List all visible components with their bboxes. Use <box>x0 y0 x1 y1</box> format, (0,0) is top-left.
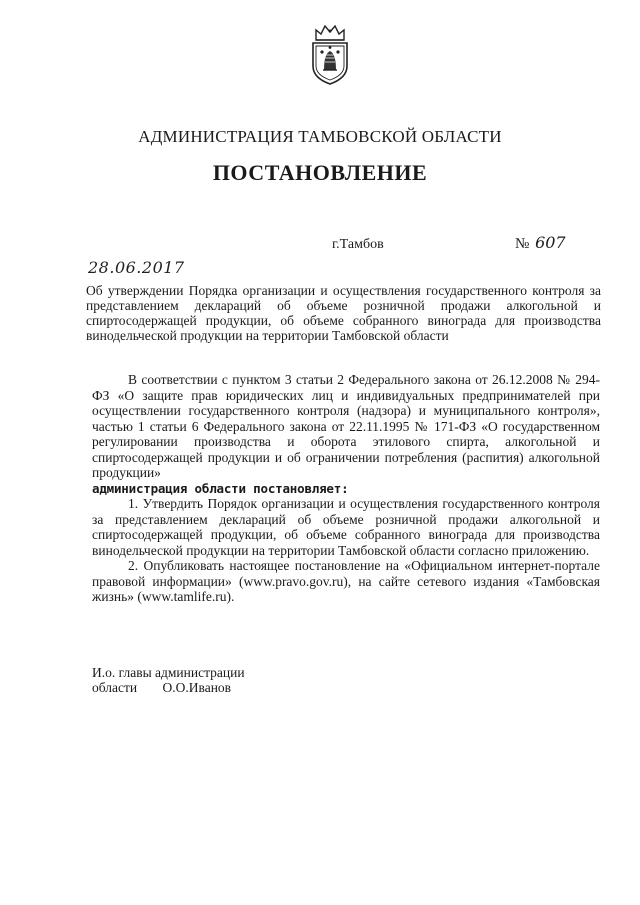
number-prefix: № <box>515 236 530 252</box>
decree-statement: администрация области постановляет: <box>92 480 349 496</box>
signatory-position-line2: области <box>92 680 138 695</box>
document-body <box>92 372 600 605</box>
number-handwritten: 607 <box>535 233 566 252</box>
item-2-paragraph: 2. Опубликовать настоящее постановление на «Официальном интернет-портале правовой информации» (www.pravo.gov.ru), на сайте сетевого издания «Тамбовская жизнь» (www.tamlife.ru). <box>92 558 600 604</box>
document-type-heading: ПОСТАНОВЛЕНИЕ <box>212 160 428 185</box>
signatory-name: О.О.Иванов <box>162 680 232 695</box>
date-handwritten: 28.06.2017 <box>88 258 185 277</box>
signatory-line2 <box>92 680 245 695</box>
document-title: Об утверждении Порядка организации и осуществления государственного контроля за представлением деклараций об объеме розничной продажи алкогольной и спиртосодержащей продукции, об объеме собранного винограда для производства винодельческой продукции на территории Тамбовской области <box>86 283 601 343</box>
signature-block <box>92 665 245 695</box>
coat-of-arms-emblem <box>308 22 352 86</box>
signatory-position-line1: И.о. главы администрации <box>92 665 245 680</box>
organization-name: АДМИНИСТРАЦИЯ ТАМБОВСКОЙ ОБЛАСТИ <box>138 127 502 146</box>
preamble-paragraph: В соответствии с пунктом 3 статьи 2 Федерального закона от 26.12.2008 № 294-ФЗ «О защите прав юридических лиц и индивидуальных предпринимателей при осуществлении государственного контроля (надзора) и муниципального контроля», частью 1 статьи 6 Федерального закона от 22.11.1995 № 171-ФЗ «О государственном регулировании производства и оборота этилового спирта, алкогольной и спиртосодержащей продукции и об ограничении потребления (распития) алкогольной продукции» <box>92 372 600 480</box>
document-number <box>515 233 566 253</box>
city: г.Тамбов <box>332 237 384 252</box>
item-1-paragraph: 1. Утвердить Порядок организации и осуществления государственного контроля за представлением деклараций об объеме розничной продажи алкогольной и спиртосодержащей продукции, об объеме собранного винограда для производства винодельческой продукции на территории Тамбовской области согласно приложению. <box>92 496 600 558</box>
